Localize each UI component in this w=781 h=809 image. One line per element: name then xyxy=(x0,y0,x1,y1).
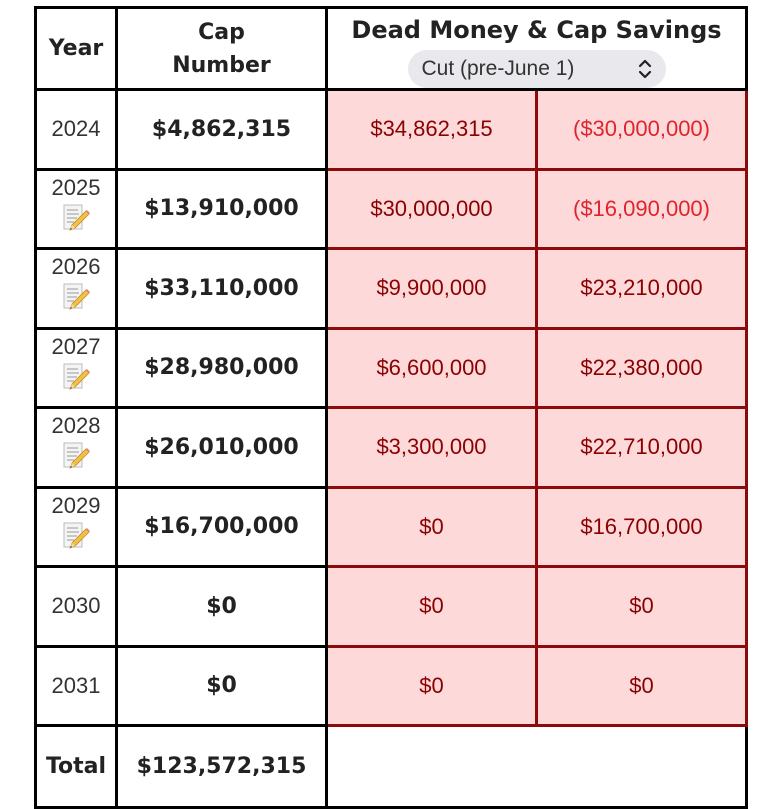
year-cell xyxy=(36,646,117,726)
table-row xyxy=(36,328,747,408)
dead-money-cell: $0 xyxy=(327,646,537,726)
cap-number-cell: $0 xyxy=(117,567,327,647)
dead-money-cell: $3,300,000 xyxy=(327,408,537,488)
cap-savings-cell: ($30,000,000) xyxy=(537,90,747,170)
total-row xyxy=(36,726,747,808)
year-cell xyxy=(36,487,117,567)
year-value: 2029 xyxy=(51,492,101,518)
memo-pencil-icon[interactable] xyxy=(62,282,90,312)
total-empty-cell xyxy=(327,726,747,808)
memo-pencil-icon[interactable] xyxy=(62,521,90,551)
year-cell xyxy=(36,249,117,329)
table-row xyxy=(36,169,747,249)
cap-savings-cell: ($16,090,000) xyxy=(537,169,747,249)
year-cell xyxy=(36,328,117,408)
contract-cap-table-container xyxy=(34,6,748,809)
memo-pencil-icon[interactable] xyxy=(62,362,90,392)
cap-header-line-1: Cap xyxy=(198,19,245,45)
year-value: 2025 xyxy=(51,174,101,200)
cap-savings-cell: $22,710,000 xyxy=(537,408,747,488)
year-value: 2026 xyxy=(51,254,101,280)
dead-money-cell: $6,600,000 xyxy=(327,328,537,408)
table-row xyxy=(36,249,747,329)
cap-savings-cell: $22,380,000 xyxy=(537,328,747,408)
cap-table xyxy=(34,6,748,809)
year-value: 2024 xyxy=(51,116,101,142)
dead-money-cell: $30,000,000 xyxy=(327,169,537,249)
year-cell xyxy=(36,90,117,170)
cap-savings-cell: $0 xyxy=(537,567,747,647)
cap-savings-cell: $23,210,000 xyxy=(537,249,747,329)
cap-header-line-2: Number xyxy=(172,52,271,78)
cap-number-cell: $13,910,000 xyxy=(117,169,327,249)
dead-money-cap-savings-header xyxy=(327,8,747,90)
scenario-select[interactable] xyxy=(408,50,666,88)
year-value: 2028 xyxy=(51,413,101,439)
year-value: 2031 xyxy=(51,672,101,698)
dead-money-cell: $0 xyxy=(327,487,537,567)
year-cell xyxy=(36,567,117,647)
year-column-header: Year xyxy=(36,8,117,90)
cap-savings-cell: $16,700,000 xyxy=(537,487,747,567)
chevron-up-down-icon xyxy=(638,58,652,80)
year-value: 2030 xyxy=(51,593,101,619)
cap-number-cell: $0 xyxy=(117,646,327,726)
total-cap-value: $123,572,315 xyxy=(117,726,327,808)
table-row xyxy=(36,487,747,567)
cap-number-column-header xyxy=(117,8,327,90)
cap-number-cell: $28,980,000 xyxy=(117,328,327,408)
cap-number-cell: $26,010,000 xyxy=(117,408,327,488)
year-cell xyxy=(36,408,117,488)
year-value: 2027 xyxy=(51,333,101,359)
table-row xyxy=(36,90,747,170)
scenario-select-value: Cut (pre-June 1) xyxy=(421,56,575,80)
cap-savings-cell: $0 xyxy=(537,646,747,726)
year-cell xyxy=(36,169,117,249)
table-row xyxy=(36,567,747,647)
total-label: Total xyxy=(36,726,117,808)
cap-number-cell: $4,862,315 xyxy=(117,90,327,170)
cap-number-cell: $16,700,000 xyxy=(117,487,327,567)
memo-pencil-icon[interactable] xyxy=(62,441,90,471)
memo-pencil-icon[interactable] xyxy=(62,203,90,233)
table-header-row xyxy=(36,8,747,90)
dead-money-cell: $34,862,315 xyxy=(327,90,537,170)
cap-number-cell: $33,110,000 xyxy=(117,249,327,329)
dead-money-cell: $0 xyxy=(327,567,537,647)
table-row xyxy=(36,646,747,726)
dead-money-cell: $9,900,000 xyxy=(327,249,537,329)
table-row xyxy=(36,408,747,488)
dead-money-header-title: Dead Money & Cap Savings xyxy=(351,15,722,44)
